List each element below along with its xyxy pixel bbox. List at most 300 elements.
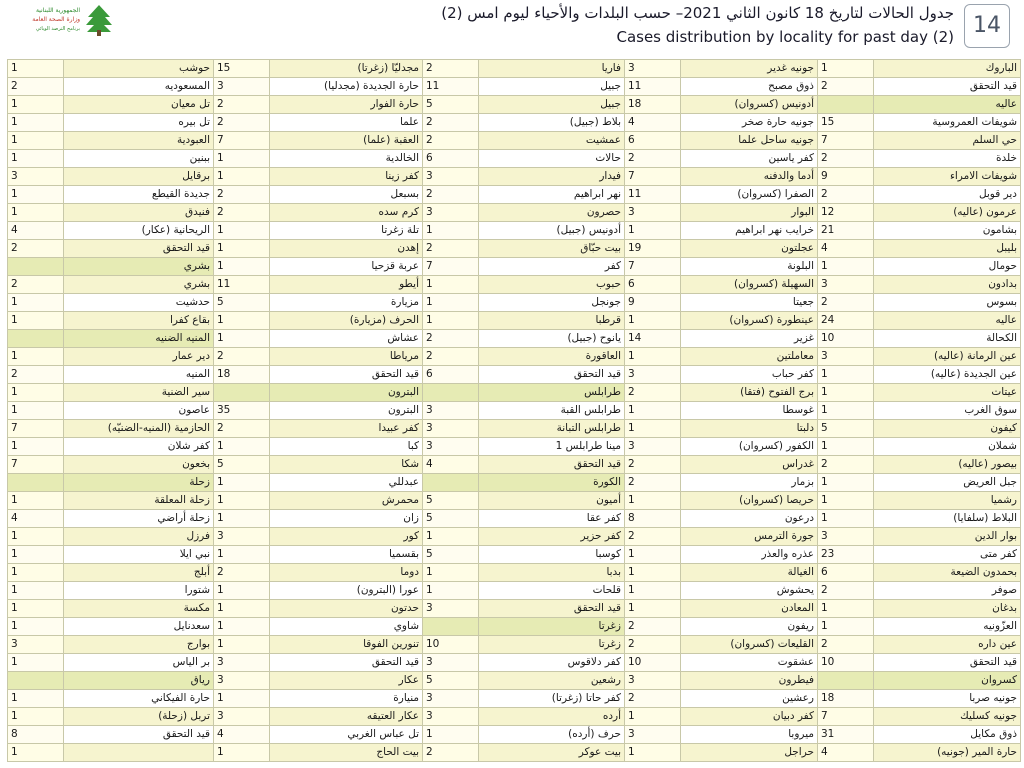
case-count-cell: 7: [625, 258, 681, 276]
locality-cell: عبدللي: [270, 474, 423, 492]
case-count-cell: 1: [214, 330, 270, 348]
locality-cell: قيد التحقق: [479, 456, 625, 474]
case-count-cell: 1: [423, 312, 479, 330]
table-row: [8, 492, 1021, 510]
case-count-cell: 9: [625, 294, 681, 312]
region-header-count-cell: [8, 474, 64, 492]
case-count-cell: 1: [818, 618, 874, 636]
case-count-cell: 1: [8, 312, 64, 330]
case-count-cell: 2: [625, 618, 681, 636]
locality-cell: بشري: [64, 276, 214, 294]
locality-cell: طرابلس التبانة: [479, 420, 625, 438]
table-row: [8, 114, 1021, 132]
region-header-count-cell: [423, 474, 479, 492]
case-count-cell: 18: [625, 96, 681, 114]
case-count-cell: 1: [214, 150, 270, 168]
case-count-cell: 3: [423, 690, 479, 708]
case-count-cell: 2: [423, 330, 479, 348]
case-count-cell: 2: [8, 240, 64, 258]
case-count-cell: 19: [625, 240, 681, 258]
locality-cell: بوارج: [64, 636, 214, 654]
logo-line-2: وزارة الصحة العامة: [32, 16, 80, 23]
case-count-cell: 1: [625, 708, 681, 726]
locality-cell: عينطورة (كسروان): [681, 312, 818, 330]
locality-cell: حارة الفيكاني: [64, 690, 214, 708]
case-count-cell: 6: [423, 366, 479, 384]
locality-cell: عكار: [270, 672, 423, 690]
case-count-cell: 3: [214, 672, 270, 690]
case-count-cell: 5: [423, 672, 479, 690]
locality-cell: قيد التحقق: [874, 654, 1021, 672]
case-count-cell: 1: [818, 474, 874, 492]
table-row: [8, 708, 1021, 726]
case-count-cell: 1: [214, 258, 270, 276]
case-count-cell: 3: [625, 726, 681, 744]
case-count-cell: 3: [214, 654, 270, 672]
locality-cell: مزيارة: [270, 294, 423, 312]
case-count-cell: 2: [423, 744, 479, 762]
locality-cell: بر الياس: [64, 654, 214, 672]
locality-cell: زحلة أراضي: [64, 510, 214, 528]
locality-cell: تربل (زحلة): [64, 708, 214, 726]
case-count-cell: 4: [214, 726, 270, 744]
locality-cell: ريفون: [681, 618, 818, 636]
locality-cell: عربة قزحيا: [270, 258, 423, 276]
locality-cell: جديدة القيطع: [64, 186, 214, 204]
locality-cell: الحازمية (المنيه-الضنيّه): [64, 420, 214, 438]
case-count-cell: 1: [214, 492, 270, 510]
locality-cell: كفر ياسين: [681, 150, 818, 168]
locality-cell: كرم سده: [270, 204, 423, 222]
locality-cell: كفر دلاقوس: [479, 654, 625, 672]
locality-cell: بيصور (عاليه): [874, 456, 1021, 474]
table-row: [8, 402, 1021, 420]
locality-cell: حالات: [479, 150, 625, 168]
case-count-cell: 4: [818, 240, 874, 258]
locality-cell: السهيلة (كسروان): [681, 276, 818, 294]
case-count-cell: 1: [818, 366, 874, 384]
region-header-cell: زغرتا: [479, 618, 625, 636]
locality-cell: مينا طرابلس 1: [479, 438, 625, 456]
case-count-cell: 2: [8, 78, 64, 96]
case-count-cell: 4: [625, 114, 681, 132]
locality-cell: قيد التحقق: [64, 240, 214, 258]
table-row: [8, 420, 1021, 438]
case-count-cell: 3: [214, 78, 270, 96]
page-title-arabic: جدول الحالات لتاريخ 18 كانون الثاني 2021– حسب البلدات والأحياء ليوم امس (2): [441, 4, 954, 22]
table-row: [8, 438, 1021, 456]
case-count-cell: 1: [8, 582, 64, 600]
locality-cell: عكار العتيقه: [270, 708, 423, 726]
case-count-cell: 1: [214, 240, 270, 258]
case-count-cell: 5: [214, 294, 270, 312]
case-count-cell: 3: [625, 60, 681, 78]
locality-cell: كفر متى: [874, 546, 1021, 564]
case-count-cell: 5: [818, 420, 874, 438]
case-count-cell: 2: [625, 528, 681, 546]
case-count-cell: 4: [818, 744, 874, 762]
cases-by-locality-table: [7, 59, 1021, 762]
case-count-cell: 15: [214, 60, 270, 78]
table-row: [8, 744, 1021, 762]
case-count-cell: 23: [818, 546, 874, 564]
case-count-cell: 7: [8, 420, 64, 438]
case-count-cell: 1: [818, 492, 874, 510]
locality-cell: المعادن: [681, 600, 818, 618]
case-count-cell: 2: [214, 420, 270, 438]
case-count-cell: 10: [625, 654, 681, 672]
region-header-cell: كسروان: [874, 672, 1021, 690]
table-row: [8, 384, 1021, 402]
locality-cell: ميروبا: [681, 726, 818, 744]
case-count-cell: 7: [423, 258, 479, 276]
locality-cell: قيد التحقق: [874, 78, 1021, 96]
locality-cell: عاليه: [874, 312, 1021, 330]
locality-cell: بيت حبّاق: [479, 240, 625, 258]
locality-cell: عيتات: [874, 384, 1021, 402]
case-count-cell: 11: [625, 186, 681, 204]
locality-cell: بشامون: [874, 222, 1021, 240]
locality-cell: غدراس: [681, 456, 818, 474]
locality-cell: جونيه صربا: [874, 690, 1021, 708]
case-count-cell: 2: [214, 348, 270, 366]
locality-cell: عين داره: [874, 636, 1021, 654]
locality-cell: شملان: [874, 438, 1021, 456]
case-count-cell: 4: [423, 456, 479, 474]
locality-cell: العقبة (علما): [270, 132, 423, 150]
page-number-badge: 14: [964, 4, 1010, 48]
table-row: [8, 258, 1021, 276]
case-count-cell: 2: [423, 60, 479, 78]
case-count-cell: 1: [625, 492, 681, 510]
locality-cell: كفر زينا: [270, 168, 423, 186]
locality-cell: سعدنايل: [64, 618, 214, 636]
table-row: [8, 474, 1021, 492]
locality-cell: تلة زغرتا: [270, 222, 423, 240]
locality-cell: عين الرمانة (عاليه): [874, 348, 1021, 366]
table-row: [8, 312, 1021, 330]
locality-cell: طرابلس القبة: [479, 402, 625, 420]
table-row: [8, 456, 1021, 474]
case-count-cell: 1: [8, 546, 64, 564]
locality-cell: تل معيان: [64, 96, 214, 114]
locality-cell: ببنين: [64, 150, 214, 168]
case-count-cell: 1: [8, 708, 64, 726]
locality-cell: سوق الغرب: [874, 402, 1021, 420]
case-count-cell: 1: [818, 438, 874, 456]
case-count-cell: 15: [818, 114, 874, 132]
locality-cell: عشقوت: [681, 654, 818, 672]
table-row: [8, 564, 1021, 582]
table-row: [8, 690, 1021, 708]
case-count-cell: 1: [214, 546, 270, 564]
case-count-cell: 3: [8, 636, 64, 654]
locality-cell: بحمدون الضيعة: [874, 564, 1021, 582]
locality-cell: فرزل: [64, 528, 214, 546]
locality-cell: خرايب نهر ابراهيم: [681, 222, 818, 240]
case-count-cell: 2: [214, 96, 270, 114]
locality-cell: بلاط (جبيل): [479, 114, 625, 132]
case-count-cell: 2: [818, 78, 874, 96]
region-header-cell: المنيه الضنيه: [64, 330, 214, 348]
locality-cell: كفر حزير: [479, 528, 625, 546]
locality-cell: حارة الفوار: [270, 96, 423, 114]
locality-cell: أدما والدفنه: [681, 168, 818, 186]
case-count-cell: 1: [423, 294, 479, 312]
locality-cell: رشعين: [479, 672, 625, 690]
locality-cell: نهر ابراهيم: [479, 186, 625, 204]
case-count-cell: 1: [423, 276, 479, 294]
case-count-cell: 1: [8, 618, 64, 636]
case-count-cell: 1: [818, 402, 874, 420]
case-count-cell: 6: [625, 132, 681, 150]
table-row: [8, 168, 1021, 186]
case-count-cell: 8: [8, 726, 64, 744]
locality-cell: زحلة المعلقة: [64, 492, 214, 510]
case-count-cell: 3: [625, 438, 681, 456]
locality-cell: الصفرا (كسروان): [681, 186, 818, 204]
locality-cell: البترون: [270, 402, 423, 420]
locality-cell: حارة المير (جونيه): [874, 744, 1021, 762]
locality-cell: كفر عقا: [479, 510, 625, 528]
case-count-cell: 1: [8, 744, 64, 762]
case-count-cell: 1: [8, 186, 64, 204]
locality-cell: حرف (أرده): [479, 726, 625, 744]
table-row: [8, 546, 1021, 564]
case-count-cell: 3: [818, 528, 874, 546]
locality-cell: جعيتا: [681, 294, 818, 312]
locality-cell: بدبا: [479, 564, 625, 582]
case-count-cell: 2: [818, 636, 874, 654]
locality-cell: كبا: [270, 438, 423, 456]
locality-cell: جبل العريض: [874, 474, 1021, 492]
case-count-cell: 1: [818, 60, 874, 78]
case-count-cell: 2: [214, 186, 270, 204]
case-count-cell: 3: [214, 708, 270, 726]
table-row: [8, 582, 1021, 600]
locality-cell: الكفور (كسروان): [681, 438, 818, 456]
case-count-cell: 5: [423, 546, 479, 564]
locality-cell: الكحالة: [874, 330, 1021, 348]
case-count-cell: 1: [8, 654, 64, 672]
locality-cell: دوما: [270, 564, 423, 582]
locality-cell: قيد التحقق: [270, 366, 423, 384]
locality-cell: أبلج: [64, 564, 214, 582]
locality-cell: فنيدق: [64, 204, 214, 222]
case-count-cell: 6: [625, 276, 681, 294]
case-count-cell: 24: [818, 312, 874, 330]
table-row: [8, 636, 1021, 654]
locality-cell: مرياطا: [270, 348, 423, 366]
locality-cell: شويفات العمروسية: [874, 114, 1021, 132]
case-count-cell: 1: [818, 258, 874, 276]
case-count-cell: 3: [423, 708, 479, 726]
locality-cell: دير عمار: [64, 348, 214, 366]
locality-cell: تل بيره: [64, 114, 214, 132]
case-count-cell: 1: [8, 402, 64, 420]
locality-cell: سير الضنية: [64, 384, 214, 402]
locality-cell: بقسميا: [270, 546, 423, 564]
case-count-cell: 1: [625, 348, 681, 366]
case-count-cell: 3: [625, 366, 681, 384]
locality-cell: أميون: [479, 492, 625, 510]
locality-cell: حومال: [874, 258, 1021, 276]
region-header-cell: بشري: [64, 258, 214, 276]
case-count-cell: 2: [818, 294, 874, 312]
locality-cell: عاصون: [64, 402, 214, 420]
table-row: [8, 366, 1021, 384]
locality-cell: بسبعل: [270, 186, 423, 204]
case-count-cell: 3: [423, 420, 479, 438]
cedar-logo-icon: [84, 4, 114, 36]
locality-cell: غوسطا: [681, 402, 818, 420]
case-count-cell: 2: [423, 348, 479, 366]
case-count-cell: 1: [625, 420, 681, 438]
table-row: [8, 618, 1021, 636]
locality-cell: قيد التحقق: [479, 366, 625, 384]
locality-cell: جونجل: [479, 294, 625, 312]
locality-cell: تل عباس الغربي: [270, 726, 423, 744]
case-count-cell: 1: [8, 132, 64, 150]
case-count-cell: 6: [423, 150, 479, 168]
table-row: [8, 240, 1021, 258]
locality-cell: إهدن: [270, 240, 423, 258]
case-count-cell: 3: [423, 438, 479, 456]
locality-cell: حدشيت: [64, 294, 214, 312]
case-count-cell: 1: [214, 312, 270, 330]
locality-cell: دير قوبل: [874, 186, 1021, 204]
case-count-cell: 2: [214, 204, 270, 222]
region-header-count-cell: [423, 618, 479, 636]
case-count-cell: 3: [625, 204, 681, 222]
locality-cell: فيدار: [479, 168, 625, 186]
case-count-cell: 1: [8, 114, 64, 132]
case-count-cell: 18: [214, 366, 270, 384]
case-count-cell: 1: [214, 600, 270, 618]
page-header: [0, 0, 1024, 60]
case-count-cell: 14: [625, 330, 681, 348]
locality-cell: حراجل: [681, 744, 818, 762]
case-count-cell: 4: [8, 510, 64, 528]
table-row: [8, 60, 1021, 78]
locality-cell: [64, 744, 214, 762]
case-count-cell: 1: [8, 150, 64, 168]
locality-cell: بقاع كفرا: [64, 312, 214, 330]
region-header-count-cell: [423, 384, 479, 402]
region-header-count-cell: [214, 384, 270, 402]
locality-cell: حارة الجديدة (مجدليا): [270, 78, 423, 96]
case-count-cell: 18: [818, 690, 874, 708]
locality-cell: عشاش: [270, 330, 423, 348]
locality-cell: قلحات: [479, 582, 625, 600]
case-count-cell: 3: [214, 528, 270, 546]
locality-cell: مجدليّا (زغرتا): [270, 60, 423, 78]
table-row: [8, 132, 1021, 150]
locality-cell: كفر دبيان: [681, 708, 818, 726]
case-count-cell: 2: [625, 384, 681, 402]
locality-cell: العبودية: [64, 132, 214, 150]
locality-cell: قيد التحقق: [479, 600, 625, 618]
locality-cell: حريصا (كسروان): [681, 492, 818, 510]
case-count-cell: 2: [625, 636, 681, 654]
case-count-cell: 1: [625, 546, 681, 564]
case-count-cell: 1: [625, 312, 681, 330]
case-count-cell: 2: [423, 114, 479, 132]
locality-cell: بليبل: [874, 240, 1021, 258]
case-count-cell: 1: [625, 582, 681, 600]
case-count-cell: 12: [818, 204, 874, 222]
case-count-cell: 1: [214, 474, 270, 492]
case-count-cell: 2: [625, 456, 681, 474]
region-header-count-cell: [818, 672, 874, 690]
case-count-cell: 1: [214, 438, 270, 456]
case-count-cell: 1: [625, 402, 681, 420]
locality-cell: عذره والعذر: [681, 546, 818, 564]
case-count-cell: 1: [625, 744, 681, 762]
locality-cell: دلبتا: [681, 420, 818, 438]
locality-cell: المسعوديه: [64, 78, 214, 96]
locality-cell: درعون: [681, 510, 818, 528]
locality-cell: كيفون: [874, 420, 1021, 438]
locality-cell: غزير: [681, 330, 818, 348]
locality-cell: قيد التحقق: [270, 654, 423, 672]
locality-cell: علما: [270, 114, 423, 132]
table-row: [8, 186, 1021, 204]
case-count-cell: 1: [8, 60, 64, 78]
locality-cell: جونيه غدير: [681, 60, 818, 78]
locality-cell: حوشب: [64, 60, 214, 78]
case-count-cell: 2: [625, 474, 681, 492]
case-count-cell: 1: [214, 222, 270, 240]
locality-cell: حصرون: [479, 204, 625, 222]
locality-cell: بدادون: [874, 276, 1021, 294]
locality-cell: جورة الترمس: [681, 528, 818, 546]
region-header-count-cell: [8, 258, 64, 276]
locality-cell: برقايل: [64, 168, 214, 186]
locality-cell: معاملتين: [681, 348, 818, 366]
case-count-cell: 1: [8, 348, 64, 366]
case-count-cell: 3: [423, 600, 479, 618]
case-count-cell: 7: [214, 132, 270, 150]
locality-cell: كفر حاتا (زغرتا): [479, 690, 625, 708]
case-count-cell: 31: [818, 726, 874, 744]
locality-cell: بوار الدين: [874, 528, 1021, 546]
case-count-cell: 1: [8, 528, 64, 546]
locality-cell: صوفر: [874, 582, 1021, 600]
locality-cell: البوار: [681, 204, 818, 222]
table-row: [8, 600, 1021, 618]
locality-cell: زغرتا: [479, 636, 625, 654]
locality-cell: أدونيس (جبيل): [479, 222, 625, 240]
locality-cell: بيت عوكر: [479, 744, 625, 762]
locality-cell: المنيه: [64, 366, 214, 384]
case-count-cell: 1: [423, 726, 479, 744]
locality-cell: فيطرون: [681, 672, 818, 690]
case-count-cell: 2: [625, 690, 681, 708]
table-row: [8, 330, 1021, 348]
locality-cell: عرمون (عاليه): [874, 204, 1021, 222]
locality-cell: جبيل: [479, 78, 625, 96]
locality-cell: كفر: [479, 258, 625, 276]
case-count-cell: 3: [8, 168, 64, 186]
case-count-cell: 1: [818, 384, 874, 402]
table-row: [8, 222, 1021, 240]
locality-cell: الباروك: [874, 60, 1021, 78]
case-count-cell: 1: [423, 564, 479, 582]
case-count-cell: 11: [625, 78, 681, 96]
region-header-cell: البترون: [270, 384, 423, 402]
locality-cell: كوسبا: [479, 546, 625, 564]
